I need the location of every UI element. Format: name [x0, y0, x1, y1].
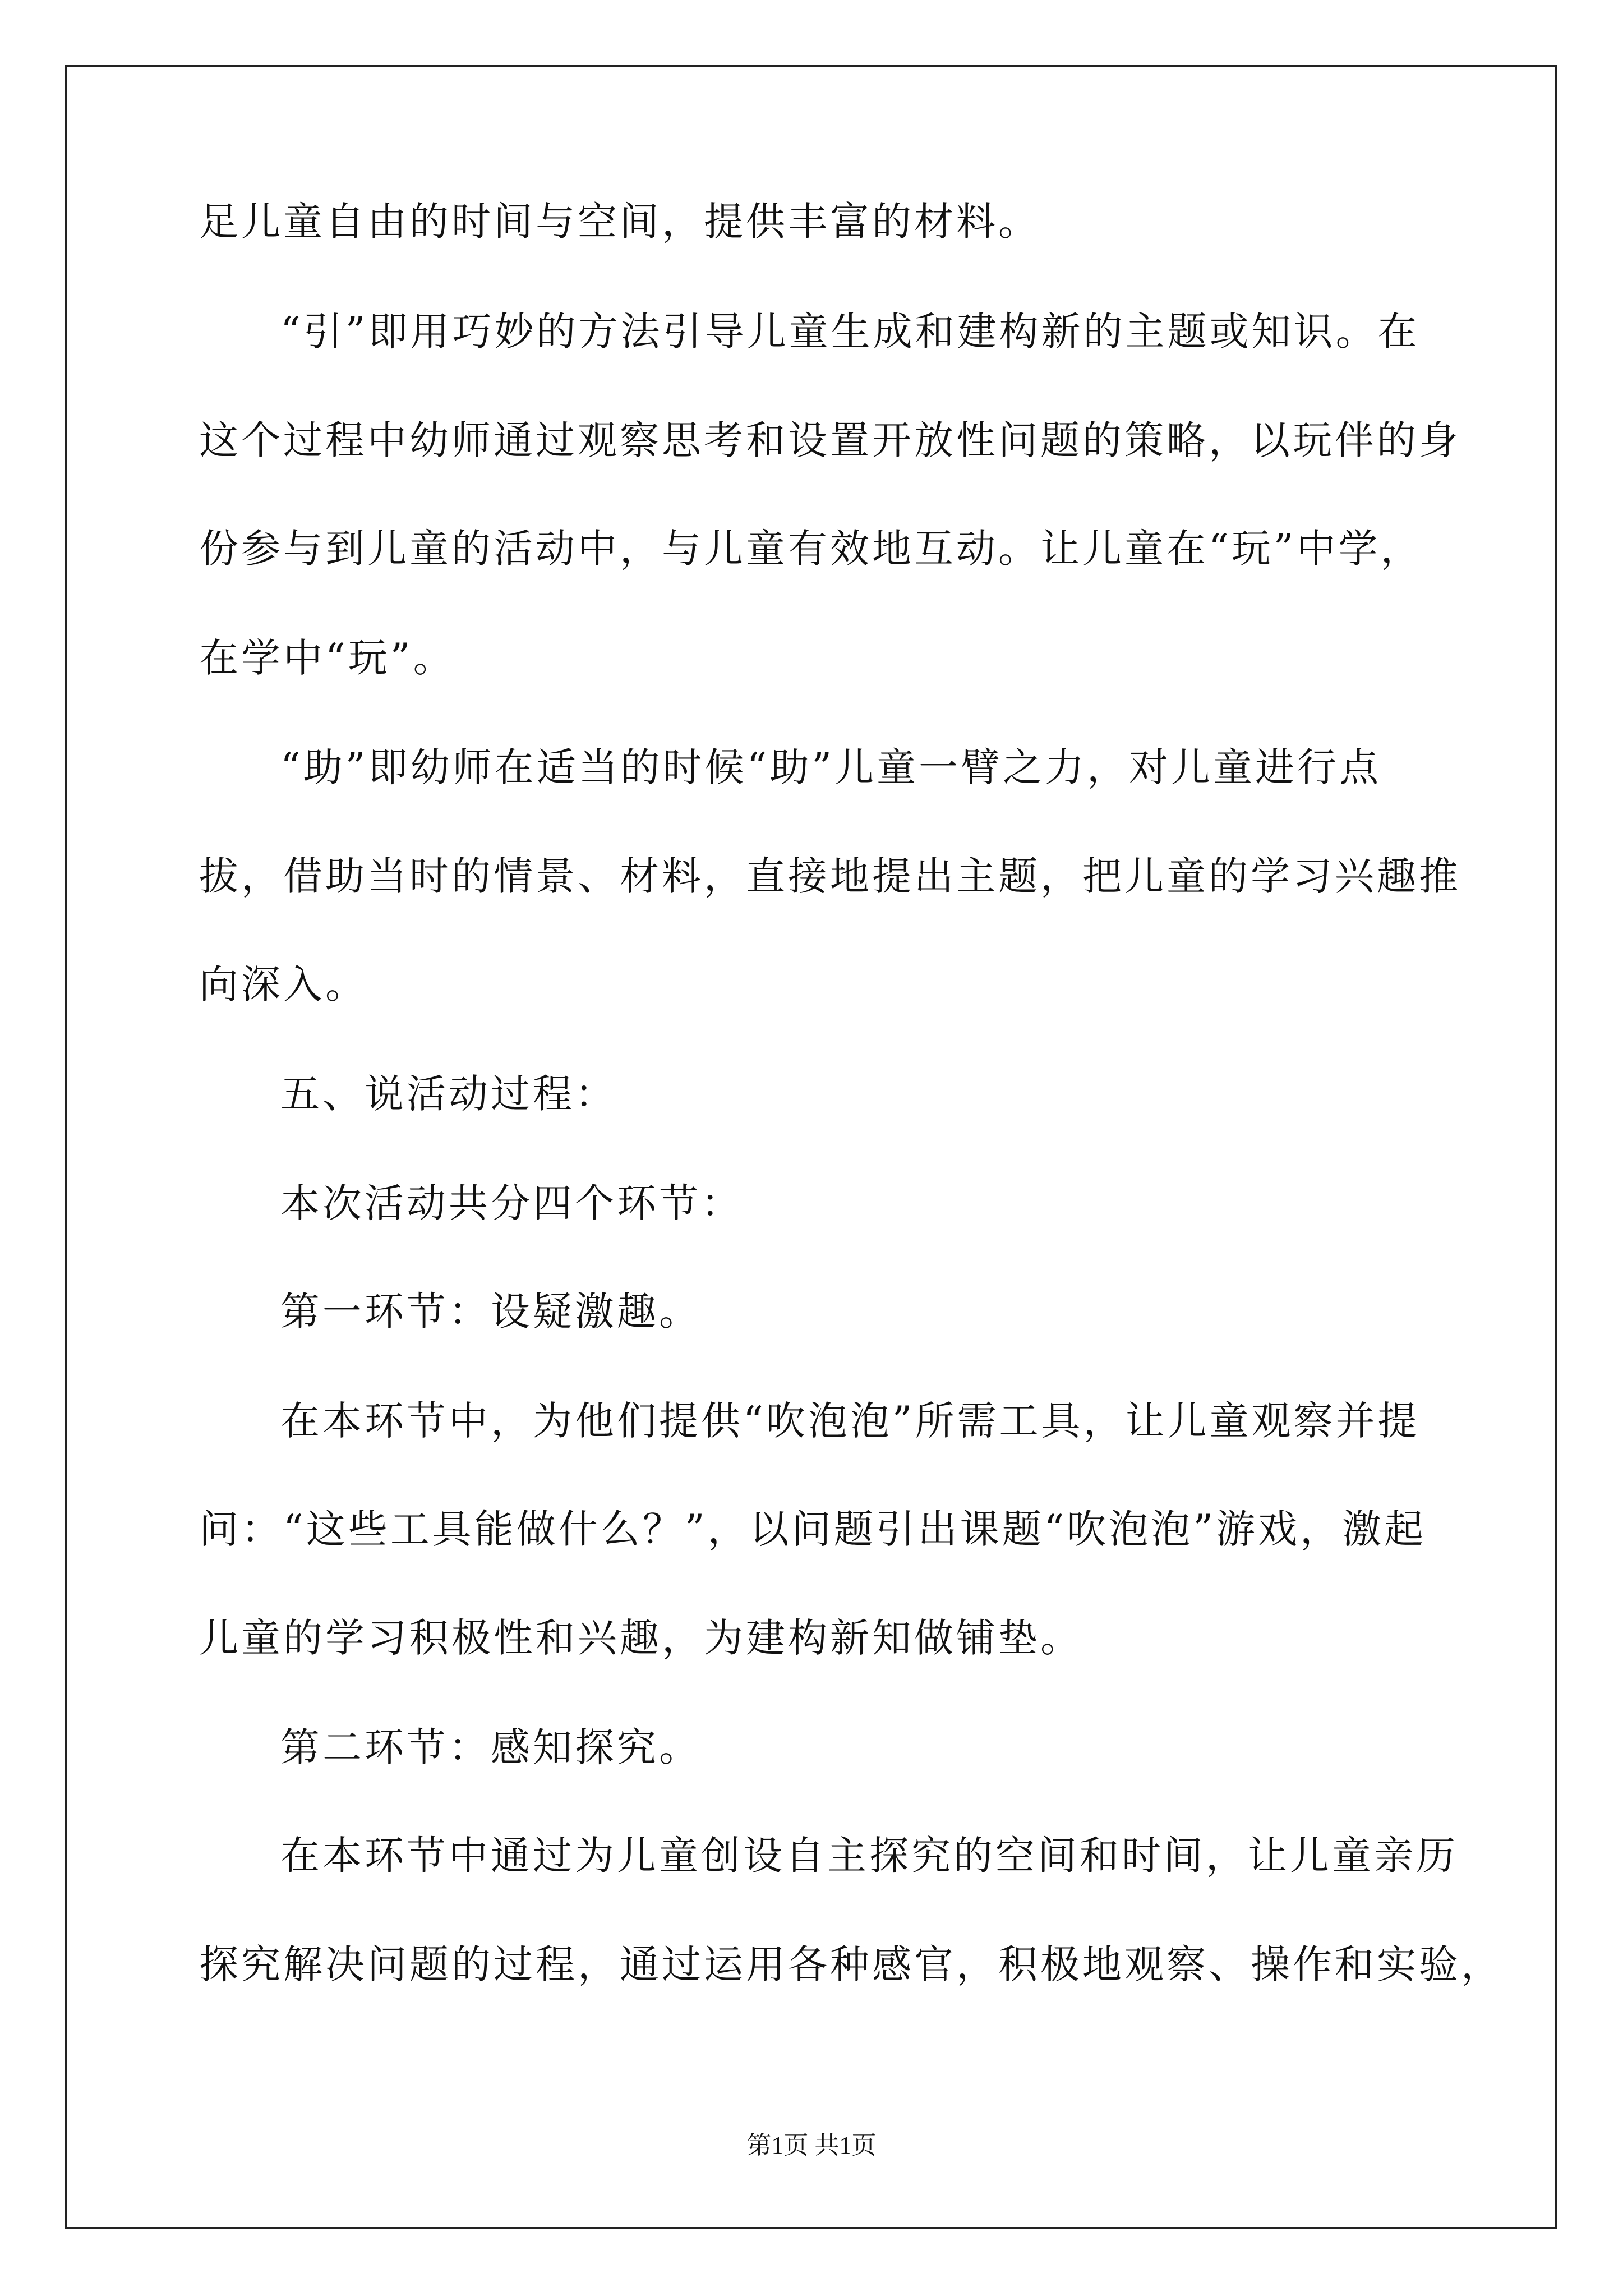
text-line-7: 拔，借助当时的情景、材料，直接地提出主题，把儿童的学习兴趣推: [199, 853, 1461, 899]
text-line-8: 向深入。: [199, 961, 367, 1007]
page-border: [65, 65, 1557, 2229]
text-line-2: “引”即用巧妙的方法引导儿童生成和建构新的主题或知识。在: [280, 309, 1420, 355]
section-heading: 五、说活动过程：: [280, 1071, 617, 1117]
step-heading-1: 第一环节：设疑激趣。: [280, 1289, 701, 1335]
step-heading-2: 第二环节：感知探究。: [280, 1724, 701, 1770]
text-line-5: 在学中“玩”。: [199, 635, 455, 681]
page-number-footer: 第1页 共1页: [746, 2132, 877, 2159]
text-line-3: 这个过程中幼师通过观察思考和设置开放性问题的策略，以玩伴的身: [199, 417, 1461, 463]
text-line-12: 在本环节中，为他们提供“吹泡泡”所需工具，让儿童观察并提: [280, 1398, 1420, 1444]
text-line-1: 足儿童自由的时间与空间，提供丰富的材料。: [199, 199, 1040, 245]
text-line-13: 问：“这些工具能做什么？”，以问题引出课题“吹泡泡”游戏，激起: [199, 1506, 1427, 1552]
text-line-14: 儿童的学习积极性和兴趣，为建构新知做铺垫。: [199, 1615, 1082, 1661]
text-line-4: 份参与到儿童的活动中，与儿童有效地互动。让儿童在“玩”中学，: [199, 526, 1423, 572]
text-line-10: 本次活动共分四个环节：: [280, 1180, 743, 1226]
text-line-17: 探究解决问题的过程，通过运用各种感官，积极地观察、操作和实验，: [199, 1941, 1503, 1987]
text-line-6: “助”即幼师在适当的时候“助”儿童一臂之力，对儿童进行点: [280, 744, 1382, 790]
text-line-16: 在本环节中通过为儿童创设自主探究的空间和时间，让儿童亲历: [280, 1833, 1458, 1879]
